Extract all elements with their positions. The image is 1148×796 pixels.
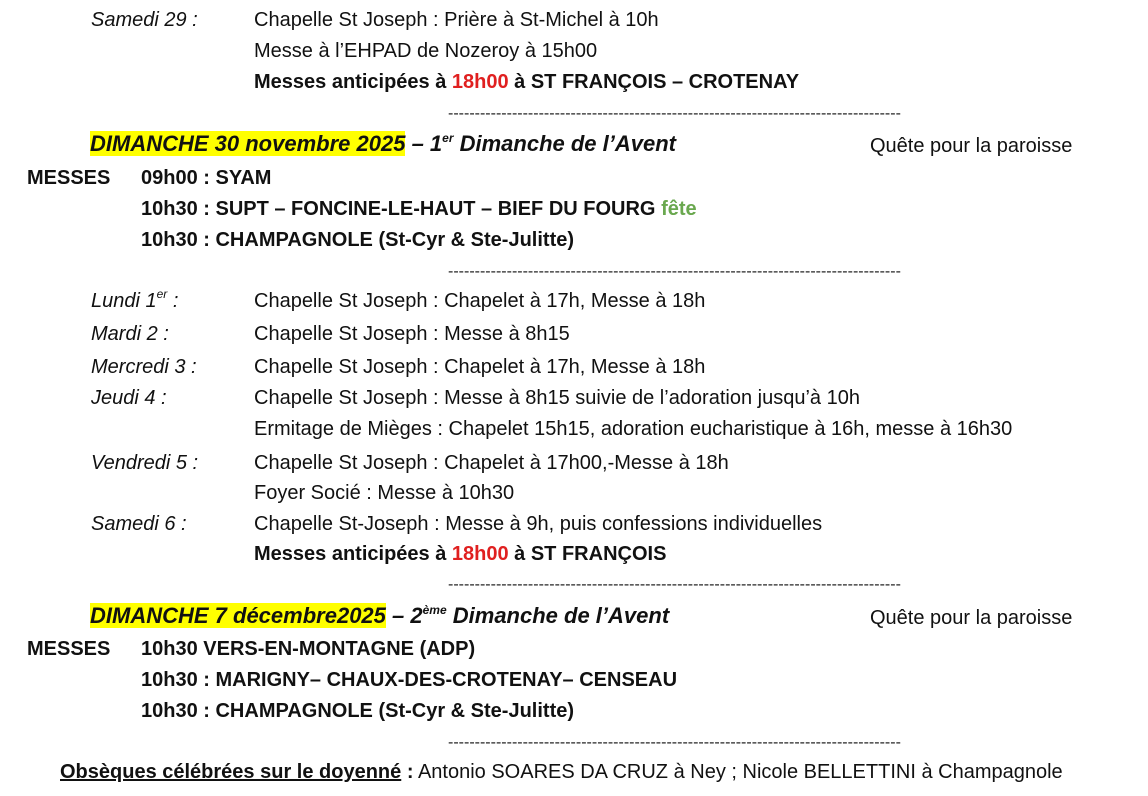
text: Dimanche de l’Avent bbox=[446, 603, 670, 628]
separator: ------------------------------------------------------------------------------------- bbox=[448, 576, 901, 593]
text: Messes anticipées à bbox=[254, 71, 452, 93]
text: – 1 bbox=[405, 131, 443, 156]
schedule-line: Foyer Socié : Messe à 10h30 bbox=[254, 482, 515, 504]
day-label-samedi-6: Samedi 6 : bbox=[91, 513, 187, 535]
anticipated-mass-line bbox=[254, 542, 666, 566]
fete-label: fête bbox=[661, 198, 697, 220]
mass-line: 10h30 : CHAMPAGNOLE (St-Cyr & Ste-Julitte) bbox=[141, 700, 575, 722]
sunday-date: DIMANCHE 30 novembre 2025 bbox=[90, 131, 406, 156]
text: Dimanche de l’Avent bbox=[453, 131, 677, 156]
text: Messes anticipées à bbox=[254, 543, 452, 565]
text: Lundi 1 bbox=[91, 290, 157, 312]
ordinal: er bbox=[442, 131, 454, 145]
day-label-lundi bbox=[91, 289, 178, 313]
text: 10h30 : SUPT – FONCINE-LE-HAUT – BIEF DU FOURG bbox=[141, 198, 662, 220]
mass-line: 10h30 : MARIGNY– CHAUX-DES-CROTENAY– CENSEAU bbox=[141, 669, 678, 691]
mass-time: 18h00 bbox=[451, 543, 509, 565]
separator: ------------------------------------------------------------------------------------- bbox=[448, 263, 901, 280]
mass-time: 18h00 bbox=[451, 71, 509, 93]
sunday-heading bbox=[90, 132, 676, 156]
day-label-jeudi: Jeudi 4 : bbox=[91, 387, 167, 409]
schedule-line: Chapelle St Joseph : Messe à 8h15 suivie de l’adoration jusqu’à 10h bbox=[254, 387, 860, 409]
day-label-vendredi: Vendredi 5 : bbox=[91, 452, 199, 474]
text: à ST FRANÇOIS bbox=[508, 543, 667, 565]
messes-label: MESSES bbox=[27, 638, 111, 660]
quete-note: Quête pour la paroisse bbox=[870, 607, 1073, 629]
obseques-line bbox=[60, 760, 1063, 784]
day-label-mercredi: Mercredi 3 : bbox=[91, 356, 197, 378]
quete-note: Quête pour la paroisse bbox=[870, 135, 1073, 157]
ordinal: er bbox=[156, 287, 168, 301]
text: à ST FRANÇOIS – CROTENAY bbox=[508, 71, 800, 93]
separator: ------------------------------------------------------------------------------------- bbox=[448, 105, 901, 122]
schedule-line: Chapelle St Joseph : Prière à St-Michel à 10h bbox=[254, 9, 659, 31]
text: – 2 bbox=[385, 603, 423, 628]
anticipated-mass-line bbox=[254, 70, 799, 94]
schedule-line: Chapelle St Joseph : Chapelet à 17h, Messe à 18h bbox=[254, 356, 706, 378]
day-label-samedi-29: Samedi 29 : bbox=[91, 9, 198, 31]
schedule-line: Ermitage de Mièges : Chapelet 15h15, adoration eucharistique à 16h, messe à 16h30 bbox=[254, 418, 1013, 440]
schedule-line: Chapelle St Joseph : Chapelet à 17h, Messe à 18h bbox=[254, 290, 706, 312]
text: : bbox=[167, 290, 179, 312]
mass-line bbox=[141, 197, 697, 221]
obseques-label: Obsèques célébrées sur le doyenné bbox=[60, 761, 402, 783]
colon: : bbox=[401, 761, 414, 783]
messes-label: MESSES bbox=[27, 167, 111, 189]
schedule-line: Chapelle St-Joseph : Messe à 9h, puis confessions individuelles bbox=[254, 513, 823, 535]
schedule-line: Chapelle St Joseph : Messe à 8h15 bbox=[254, 323, 570, 345]
separator: ------------------------------------------------------------------------------------- bbox=[448, 734, 901, 751]
mass-line: 10h30 : CHAMPAGNOLE (St-Cyr & Ste-Julitte) bbox=[141, 229, 575, 251]
ordinal: ème bbox=[422, 603, 447, 617]
mass-line: 10h30 VERS-EN-MONTAGNE (ADP) bbox=[141, 638, 476, 660]
obseques-text: Antonio SOARES DA CRUZ à Ney ; Nicole BELLETTINI à Champagnole bbox=[413, 761, 1063, 783]
sunday-date: DIMANCHE 7 décembre2025 bbox=[90, 603, 386, 628]
schedule-line: Chapelle St Joseph : Chapelet à 17h00,-Messe à 18h bbox=[254, 452, 729, 474]
mass-line: 09h00 : SYAM bbox=[141, 167, 272, 189]
sunday-heading bbox=[90, 604, 669, 628]
schedule-line: Messe à l’EHPAD de Nozeroy à 15h00 bbox=[254, 40, 598, 62]
day-label-mardi: Mardi 2 : bbox=[91, 323, 169, 345]
